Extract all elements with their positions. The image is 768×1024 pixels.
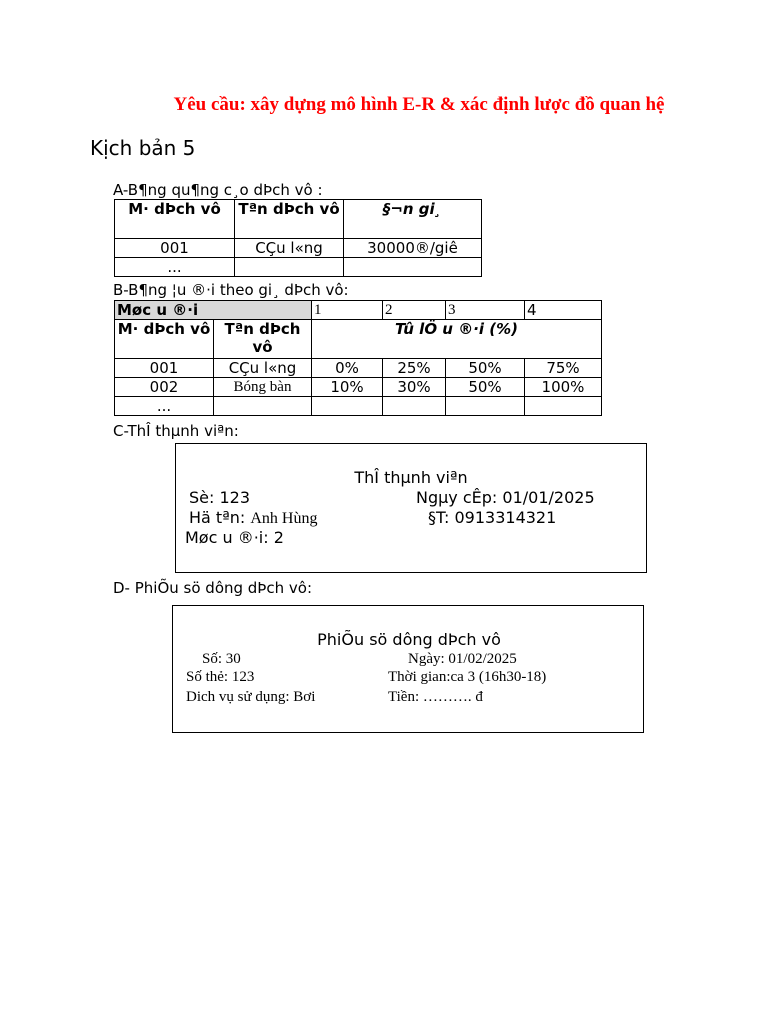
slip-number: Số: 30 [202, 651, 241, 667]
card-phone: §T: 0913314321 [428, 508, 557, 527]
level-2: 2 [383, 301, 446, 320]
table-cell: 0% [312, 359, 383, 378]
table-header-row [115, 200, 482, 239]
discount-level-label: Møc u ®·i [115, 301, 312, 320]
table-cell [312, 397, 383, 416]
table-cell: Bóng bàn [214, 378, 312, 397]
requirement-title: Yêu cầu: xây dựng mô hình E-R & xác định lược đồ quan hệ [173, 94, 665, 115]
table-cell: ... [115, 397, 214, 416]
table-cell [383, 397, 446, 416]
table-cell [344, 258, 482, 277]
card-name [189, 508, 317, 528]
service-slip [172, 605, 644, 733]
table-cell: 30000®/giê [344, 239, 482, 258]
table-cell: 25% [383, 359, 446, 378]
level-1: 1 [312, 301, 383, 320]
slip-title: PhiÕu sö dông dÞch vô [317, 630, 501, 649]
table-cell: 100% [525, 378, 602, 397]
table-cell: 50% [446, 378, 525, 397]
scenario-title: Kịch bản 5 [90, 136, 196, 160]
table-row [115, 239, 482, 258]
slip-time: Thời gian:ca 3 (16h30-18) [388, 669, 547, 685]
header-service-code: M· dÞch vô [115, 320, 214, 359]
table-cell: 30% [383, 378, 446, 397]
header-service-name: Tªn dÞch vô [235, 200, 344, 239]
header-discount-rate: Tû lÖ u ®·i (%) [312, 320, 602, 359]
table-row [115, 258, 482, 277]
table-cell: 001 [115, 239, 235, 258]
table-header-row [115, 320, 602, 359]
table-cell: 001 [115, 359, 214, 378]
service-ad-table [114, 199, 482, 277]
section-a-label: A-B¶ng qu¶ng c¸o dÞch vô : [113, 181, 323, 199]
section-d-label: D- PhiÕu sö dông dÞch vô: [113, 579, 313, 597]
slip-date: Ngày: 01/02/2025 [408, 651, 517, 667]
table-cell: CÇu l«ng [235, 239, 344, 258]
header-service-code: M· dÞch vô [115, 200, 235, 239]
card-discount-level: Møc u ®·i: 2 [185, 528, 284, 547]
table-cell: 002 [115, 378, 214, 397]
card-number: Sè: 123 [189, 488, 251, 507]
section-b-label: B-B¶ng ¦u ®·i theo gi¸ dÞch vô: [113, 281, 349, 299]
level-4: 4 [525, 301, 602, 320]
header-service-name: Tªn dÞch vô [214, 320, 312, 359]
levels-row [115, 301, 602, 320]
table-cell: ... [115, 258, 235, 277]
table-cell: 50% [446, 359, 525, 378]
card-name-label: Hä tªn: [189, 508, 246, 527]
table-cell: CÇu l«ng [214, 359, 312, 378]
table-cell [525, 397, 602, 416]
section-c-label: C-ThÎ thµnh viªn: [113, 422, 239, 440]
table-row [115, 359, 602, 378]
slip-service: Dich vụ sử dụng: Bơi [186, 689, 316, 705]
slip-amount: Tiền: ………. đ [388, 689, 483, 705]
table-cell: 10% [312, 378, 383, 397]
discount-table [114, 300, 602, 416]
slip-card-number: Số thẻ: 123 [186, 669, 255, 685]
table-cell [235, 258, 344, 277]
member-card [175, 443, 647, 573]
table-row [115, 397, 602, 416]
header-unit-price: §¬n gi¸ [344, 200, 482, 239]
level-3: 3 [446, 301, 525, 320]
table-row [115, 378, 602, 397]
card-name-value: Anh Hùng [250, 510, 318, 527]
card-issue-date: Ngµy cÊp: 01/01/2025 [416, 488, 595, 507]
card-title: ThÎ thµnh viªn [354, 468, 468, 487]
table-cell [214, 397, 312, 416]
table-cell: 75% [525, 359, 602, 378]
table-cell [446, 397, 525, 416]
